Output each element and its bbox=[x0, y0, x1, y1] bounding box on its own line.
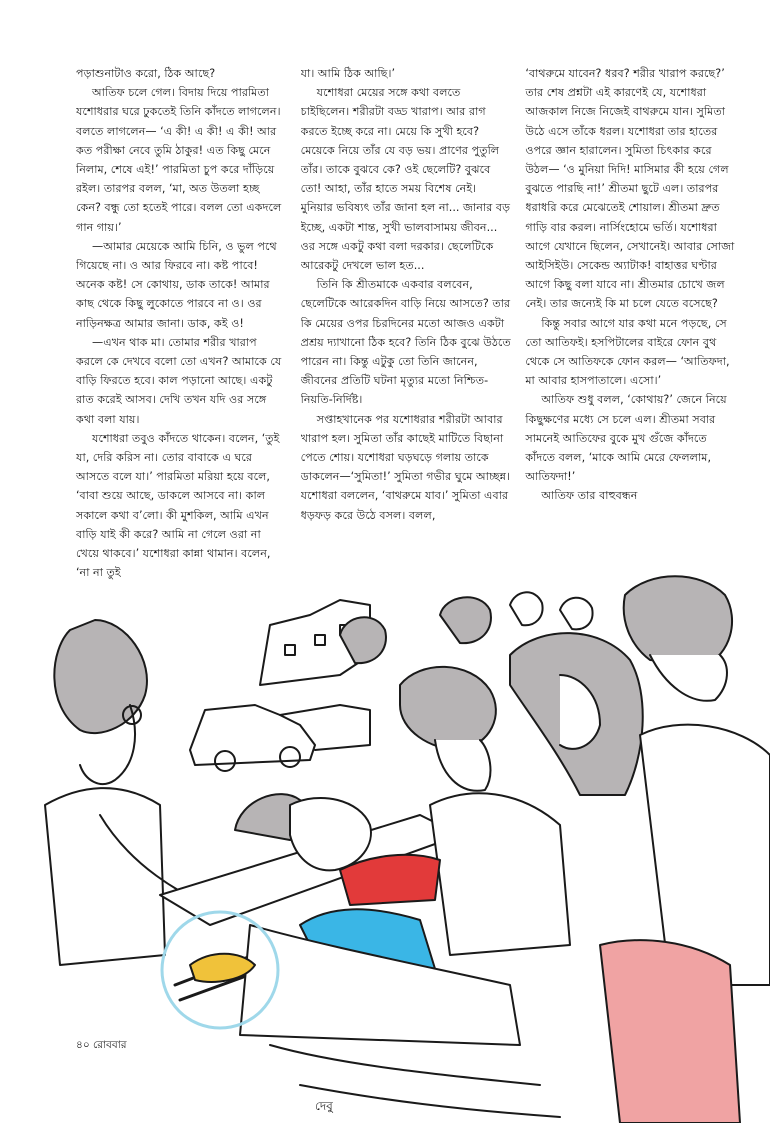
paragraph: কিন্তু সবার আগে যার কথা মনে পড়ছে, সে তো আতিফই। হসপিটালের বাইরে ফোন বুথ থেকে সে আতিফকে ফোন করল— ‘আতিফদা, মা আবার হাসপাতালে। এসো।’ bbox=[525, 316, 730, 388]
car-wheel bbox=[280, 747, 300, 767]
paragraph: যশোধরা মেয়ের সঙ্গে কথা বলতে চাইছিলেন। শরীরটা বড্ড খারাপ। আর রাগ করতে ইচ্ছে করে না। মেয়ে কি সুখী হবে? মেয়েকে নিয়ে তাঁর যে বড় ভয়। প্রাণের পুতুলি তাঁর। তাকে বুঝবে কে? ওই ছেলেটি? বুঝবে তো! আহা, তাঁর হাতে সময় বিশেষ নেই। মুনিয়ার ভবিষ্যৎ তাঁর জানা হল না... জানার বড় ইচ্ছে, একটা শান্ত, সুখী ভালবাসাময় জীবন... ওর সঙ্গে একটু কথা বলা দরকার। ছেলেটিকে আরেকটু দেখলে ভাল হত... bbox=[300, 86, 511, 273]
hospital-scene-drawing bbox=[40, 565, 770, 1123]
paragraph: আতিফ চলে গেল। বিদায় দিয়ে পারমিতা যশোধরার ঘরে ঢুকতেই তিনি কাঁদতে লাগলেন। বলতে লাগলেন— ‘এ কী! এ কী! এ কী! আর কত পরীক্ষা নেবে তুমি ঠাকুর! এত কিছু মেনে নিলাম, শেষে এই!’ পারমিতা চুপ করে দাঁড়িয়ে রইল। তারপর বলল, ‘মা, অত উতলা হচ্ছ কেন? বন্ধু তো হতেই পারে। বলল তো একদলে গান গায়।’ bbox=[76, 86, 282, 234]
story-illustration bbox=[40, 565, 770, 1123]
paragraph: পড়াশুনাটাও করো, ঠিক আছে? bbox=[76, 67, 216, 80]
article-columns bbox=[76, 64, 736, 604]
artist-signature: দেবু bbox=[315, 1099, 333, 1113]
nurse-body bbox=[430, 793, 570, 955]
text-column-2 bbox=[301, 64, 512, 604]
pink-dress bbox=[600, 940, 740, 1123]
text-column-1 bbox=[76, 64, 287, 604]
crowd-head bbox=[510, 592, 543, 625]
paragraph: যশোধরা তবুও কাঁদতে থাকেন। বলেন, ‘তুই যা, দেরি করিস না। তোর বাবাকে এ ঘরে আসতে বলে যা।’ পারমিতা মরিয়া হয়ে বলে, ‘বাবা শুয়ে আছে, ডাকলে আসবে না। কাল সকালে কথা ব’লো। কী মুশকিল, আমি এখন বাড়ি যাই কী করে? আমি না গেলে ওরা না খেয়ে থাকবে।’ যশোধরা কান্না থামান। বলেন, ‘না না তুই bbox=[76, 431, 280, 580]
paragraph: —আমার মেয়েকে আমি চিনি, ও ভুল পথে গিয়েছে না। ও আর ফিরবে না। কষ্ট পাবে! অনেক কষ্ট! সে কোথায়, ডাক তাকে! আমার কাছ থেকে কিছু লুকোতে পারবে না ও। ওর নাড়িনক্ষত্র আমার জানা। ডাক, কই ও! bbox=[76, 239, 277, 330]
van-outline bbox=[280, 705, 370, 750]
nurse-face bbox=[435, 740, 490, 791]
man-hair bbox=[624, 576, 732, 665]
paragraph: আতিফ শুধু বলল, ‘কোথায়?’ জেনে নিয়ে কিছুক্ষণের মধ্যে সে চলে এল। শ্রীতমা সবার সামনেই আতিফের বুকে মুখ গুঁজে কাঁদতে কাঁদতে বলল, ‘মাকে আমি মেরে ফেললাম, আতিফদা!’ bbox=[525, 393, 727, 484]
nurse-hair bbox=[400, 667, 496, 750]
crowd-head bbox=[340, 617, 386, 663]
crowd-head bbox=[440, 597, 491, 643]
paragraph: সপ্তাহখানেক পর যশোধরার শরীরটা আবার খারাপ হল। সুমিতা তাঁর কাছেই মাটিতে বিছানা পেতে শোয়। যশোধরা ঘড়ঘড়ে গলায় তাকে ডাকলেন—‘সুমিতা!’ সুমিতা গভীর ঘুমে আচ্ছন্ন। যশোধরা বললেন, ‘বাথরুমে যাব।’ সুমিতা এবার ধড়ফড় করে উঠে বসল। বলল, bbox=[300, 412, 511, 522]
page-footer: ৪০ রোববার bbox=[76, 1039, 127, 1051]
paragraph: আতিফ তার বাহুবন্ধন bbox=[541, 489, 638, 503]
paragraph: —এখন থাক মা। তোমার শরীর খারাপ করলে কে দেখবে বলো তো এখন? আমাকে যে বাড়ি ফিরতে হবে। কাল পড়ানো আছে। একটু রাত করেই আসব। দেখি তখন যদি ওর সঙ্গে কথা বলা যায়। bbox=[76, 335, 282, 426]
building-window bbox=[285, 625, 350, 655]
doctor-body bbox=[45, 788, 165, 965]
man-face bbox=[650, 655, 727, 701]
paragraph: ‘বাথরুমে যাবেন? ধরব? শরীর খারাপ করছে?’ তার শেষ প্রশ্নটা এই কারণেই যে, যশোধরা আজকাল নিজে নিজেই বাথরুমে যান। সুমিতা উঠে এসে তাঁকে ধরল। যশোধরা তার হাতের ওপরে জ্ঞান হারালেন। সুমিতা চিৎকার করে উঠল— ‘ও মুনিয়া দিদি! মাসিমার কী হয়ে গেল বুঝতে পারছি না!’ শ্রীতমা ছুটে এল। তারপর ধরাধরি করে মেঝেতেই শোয়াল। শ্রীতমা দ্রুত গাড়ি বার করল। নার্সিংহোমে ভর্তি। যশোধরা আগে যেখানে ছিলেন, সেখানেই। আবার সোজা আইসিইউ। সেকেন্ড অ্যাটাক! বাহাত্তর ঘণ্টার আগে কিছু বলা যাবে না। শ্রীতমার চোখে জল নেই। তার জন্যেই কি মা চলে যেতে বসেছে? bbox=[525, 67, 735, 311]
text-column-3 bbox=[525, 64, 736, 604]
paragraph: যা। আমি ঠিক আছি।’ bbox=[300, 67, 396, 80]
paragraph: তিনি কি শ্রীতমাকে একবার বলবেন, ছেলেটিকে আরেকদিন বাড়ি নিয়ে আসতে? তার কি মেয়ের ওপর চিরদিনের মতো আজও একটা প্রশ্রয় দ্যাখানো ঠিক হবে? তিনি ঠিক বুঝে উঠতে পারেন না। কিন্তু এটুকু তো তিনি জানেন, জীবনের প্রতিটি ঘটনা মৃত্যুর মতো নিশ্চিত-নিয়তি-নির্দিষ্ট। bbox=[300, 278, 511, 407]
sheet-fold bbox=[270, 1045, 560, 1117]
patient-face bbox=[290, 798, 371, 870]
car-outline bbox=[190, 705, 315, 765]
crowd-head bbox=[560, 598, 593, 630]
car-wheel bbox=[215, 751, 235, 771]
